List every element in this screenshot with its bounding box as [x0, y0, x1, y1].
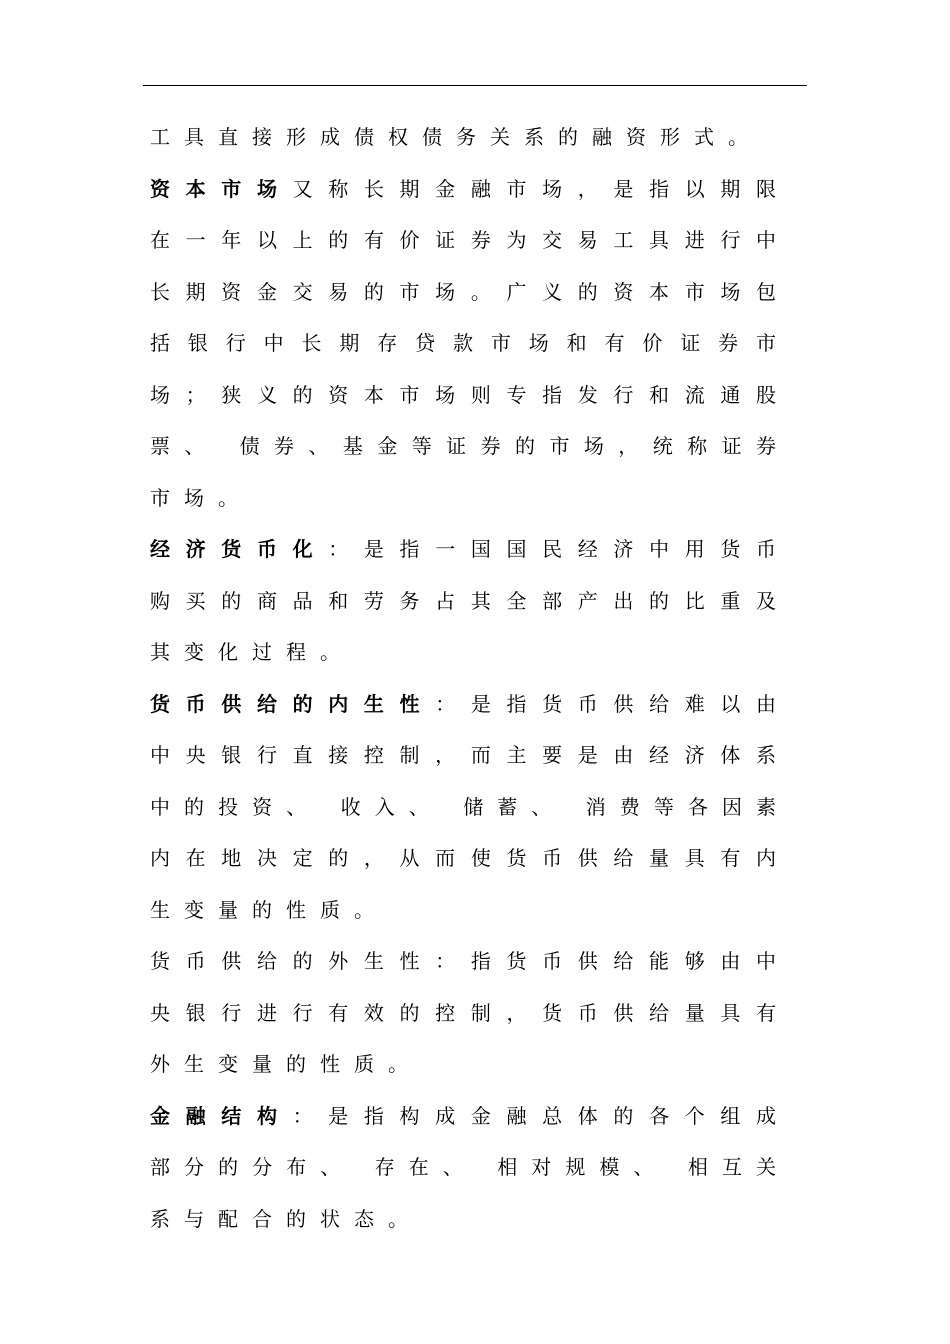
paragraph-monetization: [150, 524, 790, 679]
term-capital-market: 资本市场: [150, 176, 293, 201]
term-endogenous-supply: 货币供给的内生性: [150, 691, 436, 716]
paragraph-financing-continuation: [150, 112, 790, 164]
definition-text: 货币供给的外生性：指货币供给能够由中央银行进行有效的控制，货币供给量具有外生变量的性质。: [150, 949, 790, 1076]
paragraph-endogenous-supply: [150, 679, 790, 937]
term-financial-structure: 金融结构: [150, 1103, 293, 1128]
term-monetization: 经济货币化: [150, 537, 329, 561]
header-rule: [143, 85, 807, 86]
definition-text: ：是指构成金融总体的各个组成部分的分布、 存在、 相对规模、 相互关系与配合的状态。: [150, 1103, 791, 1231]
paragraph-capital-market: [150, 164, 790, 525]
document-body: [150, 112, 790, 1245]
definition-text: ：是指货币供给难以由中央银行直接控制，而主要是由经济体系中的投资、 收入、 储蓄、 消费等各因素内在地决定的，从而使货币供给量具有内生变量的性质。: [150, 691, 791, 922]
paragraph-financial-structure: [150, 1091, 790, 1246]
definition-text: 又称长期金融市场，是指以期限在一年以上的有价证券为交易工具进行中长期资金交易的市场。广义的资本市场包括银行中长期存贷款市场和有价证券市场；狭义的资本市场则专指发行和流通股票、 债券、基金等证券的市场，统称证券市场。: [150, 176, 791, 510]
definition-text: ：是指一国国民经济中用货币购买的商品和劳务占其全部产出的比重及其变化过程。: [150, 537, 791, 664]
paragraph-exogenous-supply: [150, 936, 790, 1091]
definition-text: 工具直接形成债权债务关系的融资形式。: [150, 125, 762, 149]
